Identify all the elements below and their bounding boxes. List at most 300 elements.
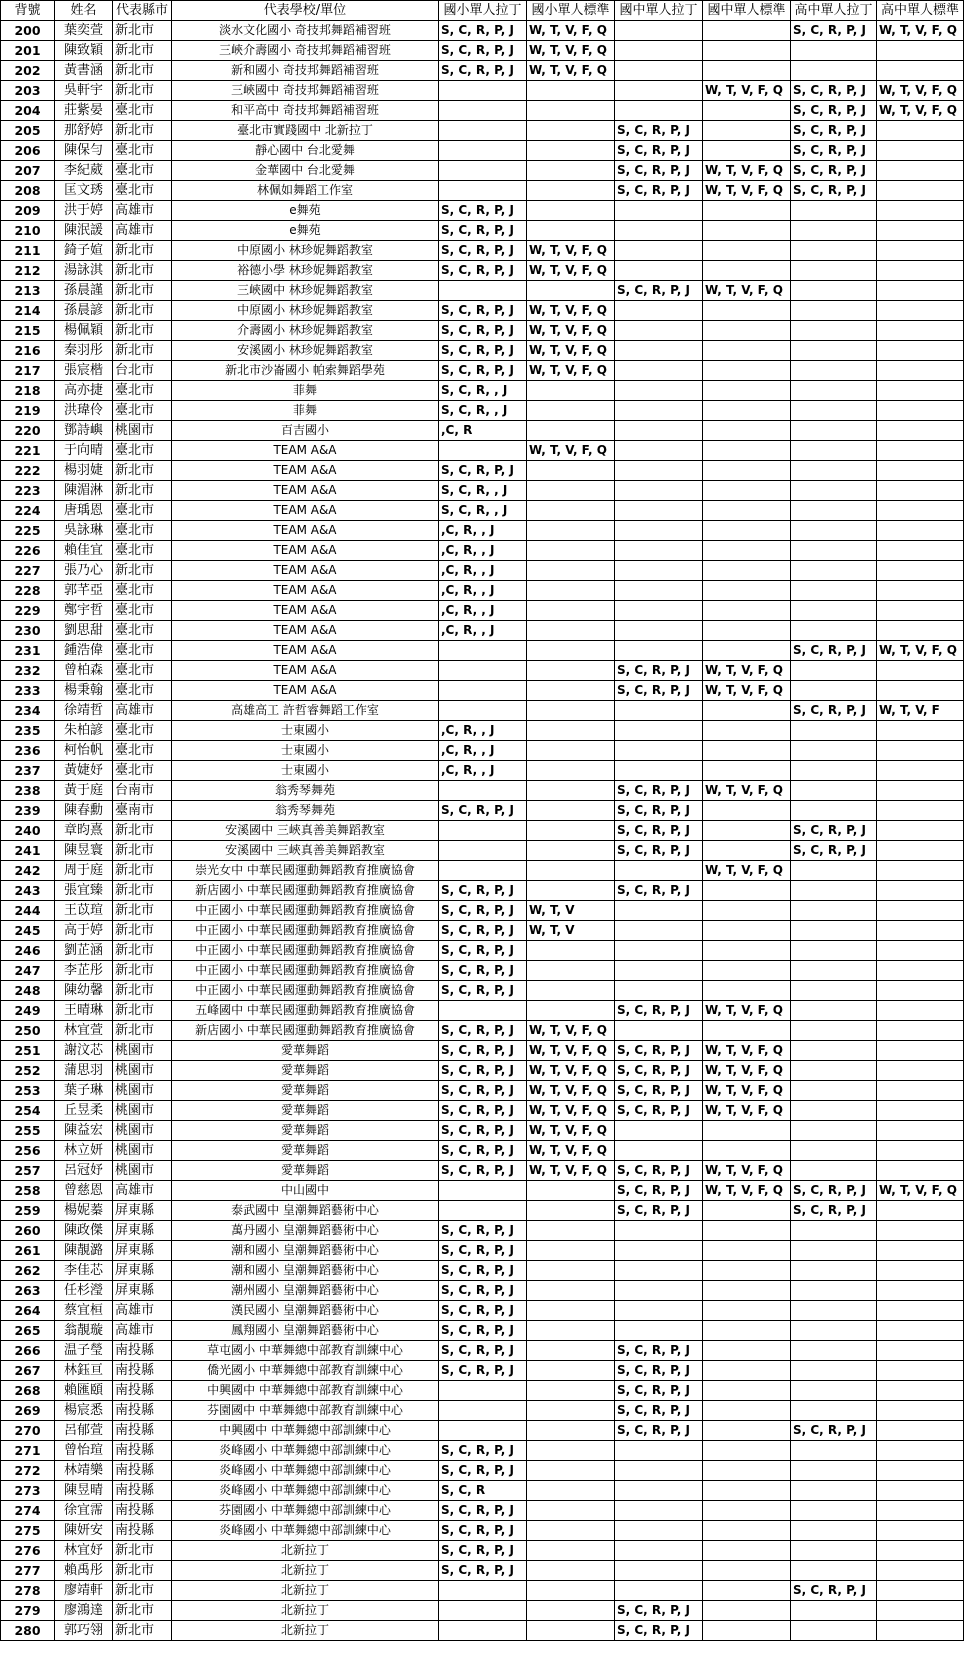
cell-name: 李芷彤 bbox=[55, 961, 113, 981]
cell-city: 桃園市 bbox=[113, 1041, 172, 1061]
cell-number: 276 bbox=[1, 1541, 55, 1561]
cell-junior-latin bbox=[615, 1521, 703, 1541]
cell-name: 曾柏森 bbox=[55, 661, 113, 681]
cell-senior-standard bbox=[877, 681, 964, 701]
cell-elementary-standard bbox=[527, 1441, 615, 1461]
cell-senior-latin bbox=[791, 1361, 877, 1381]
cell-junior-latin bbox=[615, 421, 703, 441]
cell-school: 潮和國小 皇潮舞蹈藝術中心 bbox=[172, 1241, 439, 1261]
cell-number: 206 bbox=[1, 141, 55, 161]
cell-senior-latin bbox=[791, 481, 877, 501]
cell-school: e舞苑 bbox=[172, 221, 439, 241]
table-row bbox=[1, 1541, 964, 1561]
cell-number: 267 bbox=[1, 1361, 55, 1381]
cell-city: 南投縣 bbox=[113, 1361, 172, 1381]
cell-city: 新北市 bbox=[113, 61, 172, 81]
cell-junior-latin: S, C, R, P, J bbox=[615, 121, 703, 141]
cell-number: 203 bbox=[1, 81, 55, 101]
cell-junior-latin bbox=[615, 381, 703, 401]
cell-number: 247 bbox=[1, 961, 55, 981]
cell-school: 僑光國小 中華舞總中部教育訓練中心 bbox=[172, 1361, 439, 1381]
cell-city: 南投縣 bbox=[113, 1341, 172, 1361]
cell-name: 高于婷 bbox=[55, 921, 113, 941]
cell-senior-standard: W, T, V, F, Q bbox=[877, 1181, 964, 1201]
cell-name: 王苡瑄 bbox=[55, 901, 113, 921]
cell-elementary-latin: ,C, R, , J bbox=[439, 581, 527, 601]
cell-senior-latin bbox=[791, 581, 877, 601]
cell-junior-latin bbox=[615, 641, 703, 661]
cell-city: 新北市 bbox=[113, 121, 172, 141]
cell-junior-latin bbox=[615, 481, 703, 501]
cell-school: 中原國小 林珍妮舞蹈教室 bbox=[172, 301, 439, 321]
cell-elementary-standard: W, T, V, F, Q bbox=[527, 1021, 615, 1041]
cell-elementary-latin: ,C, R, , J bbox=[439, 561, 527, 581]
table-row bbox=[1, 981, 964, 1001]
cell-number: 225 bbox=[1, 521, 55, 541]
table-row bbox=[1, 861, 964, 881]
cell-junior-standard bbox=[703, 1421, 791, 1441]
cell-school: 鳳翔國小 皇潮舞蹈藝術中心 bbox=[172, 1321, 439, 1341]
cell-elementary-latin: S, C, R, , J bbox=[439, 401, 527, 421]
cell-school: 高雄高工 許哲睿舞蹈工作室 bbox=[172, 701, 439, 721]
table-row bbox=[1, 681, 964, 701]
cell-senior-latin: S, C, R, P, J bbox=[791, 821, 877, 841]
cell-elementary-latin bbox=[439, 1201, 527, 1221]
cell-name: 徐宜霈 bbox=[55, 1501, 113, 1521]
cell-city: 新北市 bbox=[113, 1621, 172, 1641]
cell-name: 丘昱柔 bbox=[55, 1101, 113, 1121]
cell-elementary-standard bbox=[527, 981, 615, 1001]
cell-name: 呂冠妤 bbox=[55, 1161, 113, 1181]
cell-school: 中正國小 中華民國運動舞蹈教育推廣協會 bbox=[172, 961, 439, 981]
cell-number: 202 bbox=[1, 61, 55, 81]
column-header-name: 姓名 bbox=[55, 1, 113, 21]
cell-elementary-latin: ,C, R, , J bbox=[439, 721, 527, 741]
table-row bbox=[1, 401, 964, 421]
cell-elementary-standard bbox=[527, 1601, 615, 1621]
table-row bbox=[1, 1121, 964, 1141]
cell-senior-latin bbox=[791, 61, 877, 81]
cell-senior-standard bbox=[877, 981, 964, 1001]
cell-junior-latin bbox=[615, 561, 703, 581]
table-row bbox=[1, 281, 964, 301]
cell-number: 209 bbox=[1, 201, 55, 221]
cell-number: 231 bbox=[1, 641, 55, 661]
column-header-number: 背號 bbox=[1, 1, 55, 21]
cell-elementary-standard bbox=[527, 381, 615, 401]
cell-junior-latin bbox=[615, 201, 703, 221]
cell-school: 北新拉丁 bbox=[172, 1621, 439, 1641]
cell-elementary-standard bbox=[527, 681, 615, 701]
cell-elementary-latin: S, C, R, P, J bbox=[439, 261, 527, 281]
cell-senior-standard bbox=[877, 401, 964, 421]
cell-city: 臺北市 bbox=[113, 641, 172, 661]
cell-junior-latin bbox=[615, 221, 703, 241]
cell-number: 272 bbox=[1, 1461, 55, 1481]
cell-name: 温子瑩 bbox=[55, 1341, 113, 1361]
cell-name: 孫晨謹 bbox=[55, 281, 113, 301]
cell-name: 蔡宜桓 bbox=[55, 1301, 113, 1321]
cell-senior-latin bbox=[791, 41, 877, 61]
cell-number: 233 bbox=[1, 681, 55, 701]
cell-school: TEAM A&A bbox=[172, 561, 439, 581]
cell-junior-standard bbox=[703, 21, 791, 41]
cell-elementary-latin: S, C, R, P, J bbox=[439, 1441, 527, 1461]
cell-senior-standard bbox=[877, 1561, 964, 1581]
cell-school: 泰武國中 皇潮舞蹈藝術中心 bbox=[172, 1201, 439, 1221]
cell-number: 273 bbox=[1, 1481, 55, 1501]
cell-junior-standard bbox=[703, 1141, 791, 1161]
table-row bbox=[1, 1521, 964, 1541]
cell-city: 桃園市 bbox=[113, 1081, 172, 1101]
table-row bbox=[1, 501, 964, 521]
cell-junior-standard bbox=[703, 501, 791, 521]
table-row bbox=[1, 921, 964, 941]
cell-junior-latin bbox=[615, 1121, 703, 1141]
cell-school: 潮州國小 皇潮舞蹈藝術中心 bbox=[172, 1281, 439, 1301]
cell-city: 臺北市 bbox=[113, 741, 172, 761]
cell-name: 劉思甜 bbox=[55, 621, 113, 641]
cell-senior-latin bbox=[791, 541, 877, 561]
cell-junior-latin bbox=[615, 321, 703, 341]
cell-elementary-standard bbox=[527, 541, 615, 561]
cell-junior-latin bbox=[615, 461, 703, 481]
cell-junior-standard bbox=[703, 761, 791, 781]
cell-senior-standard bbox=[877, 821, 964, 841]
cell-elementary-standard bbox=[527, 761, 615, 781]
cell-senior-standard bbox=[877, 441, 964, 461]
cell-school: 草屯國小 中華舞總中部教育訓練中心 bbox=[172, 1341, 439, 1361]
column-header-elementary-latin: 國小單人拉丁 bbox=[439, 1, 527, 21]
cell-number: 207 bbox=[1, 161, 55, 181]
cell-senior-latin bbox=[791, 1161, 877, 1181]
cell-city: 屏東縣 bbox=[113, 1221, 172, 1241]
cell-elementary-latin: S, C, R, P, J bbox=[439, 921, 527, 941]
cell-name: 高亦捷 bbox=[55, 381, 113, 401]
cell-number: 200 bbox=[1, 21, 55, 41]
cell-junior-standard bbox=[703, 881, 791, 901]
cell-city: 臺北市 bbox=[113, 581, 172, 601]
cell-elementary-latin: S, C, R, P, J bbox=[439, 241, 527, 261]
cell-senior-standard bbox=[877, 661, 964, 681]
cell-senior-latin bbox=[791, 601, 877, 621]
cell-junior-latin bbox=[615, 1581, 703, 1601]
cell-junior-latin: S, C, R, P, J bbox=[615, 1101, 703, 1121]
cell-junior-standard bbox=[703, 381, 791, 401]
cell-senior-standard bbox=[877, 1321, 964, 1341]
cell-elementary-standard bbox=[527, 1181, 615, 1201]
cell-elementary-latin: ,C, R bbox=[439, 421, 527, 441]
cell-senior-standard bbox=[877, 361, 964, 381]
cell-junior-standard bbox=[703, 1621, 791, 1641]
cell-elementary-latin bbox=[439, 121, 527, 141]
cell-junior-standard bbox=[703, 1201, 791, 1221]
table-row bbox=[1, 1141, 964, 1161]
cell-junior-latin bbox=[615, 1321, 703, 1341]
cell-elementary-standard bbox=[527, 461, 615, 481]
cell-elementary-standard bbox=[527, 1501, 615, 1521]
cell-junior-latin bbox=[615, 1261, 703, 1281]
cell-elementary-latin: S, C, R, P, J bbox=[439, 1461, 527, 1481]
cell-elementary-latin: S, C, R, P, J bbox=[439, 61, 527, 81]
column-header-senior-latin: 高中單人拉丁 bbox=[791, 1, 877, 21]
cell-junior-latin bbox=[615, 861, 703, 881]
cell-elementary-latin: S, C, R, P, J bbox=[439, 1061, 527, 1081]
cell-city: 南投縣 bbox=[113, 1441, 172, 1461]
cell-senior-latin bbox=[791, 401, 877, 421]
cell-elementary-standard: W, T, V, F, Q bbox=[527, 1041, 615, 1061]
cell-elementary-standard bbox=[527, 601, 615, 621]
cell-senior-latin bbox=[791, 1621, 877, 1641]
table-row bbox=[1, 1621, 964, 1641]
cell-name: 楊妮蓁 bbox=[55, 1201, 113, 1221]
cell-school: TEAM A&A bbox=[172, 481, 439, 501]
table-row bbox=[1, 1221, 964, 1241]
cell-number: 230 bbox=[1, 621, 55, 641]
cell-junior-latin: S, C, R, P, J bbox=[615, 1421, 703, 1441]
cell-senior-standard bbox=[877, 1601, 964, 1621]
cell-number: 204 bbox=[1, 101, 55, 121]
table-row bbox=[1, 701, 964, 721]
cell-school: 中興國中 中華舞總中部教育訓練中心 bbox=[172, 1381, 439, 1401]
cell-junior-latin bbox=[615, 341, 703, 361]
cell-elementary-standard bbox=[527, 1621, 615, 1641]
table-row bbox=[1, 761, 964, 781]
table-row bbox=[1, 1081, 964, 1101]
cell-number: 237 bbox=[1, 761, 55, 781]
cell-junior-latin bbox=[615, 901, 703, 921]
cell-elementary-standard bbox=[527, 1221, 615, 1241]
cell-junior-standard bbox=[703, 561, 791, 581]
cell-city: 臺南市 bbox=[113, 801, 172, 821]
cell-elementary-standard bbox=[527, 941, 615, 961]
cell-name: 林靖樂 bbox=[55, 1461, 113, 1481]
table-row bbox=[1, 241, 964, 261]
cell-junior-latin bbox=[615, 741, 703, 761]
cell-elementary-latin: S, C, R, P, J bbox=[439, 1081, 527, 1101]
cell-school: 淡水文化國小 奇技邦舞蹈補習班 bbox=[172, 21, 439, 41]
cell-senior-latin: S, C, R, P, J bbox=[791, 81, 877, 101]
cell-elementary-latin: S, C, R, P, J bbox=[439, 1541, 527, 1561]
cell-elementary-standard bbox=[527, 521, 615, 541]
cell-name: 孫晨諺 bbox=[55, 301, 113, 321]
cell-elementary-standard bbox=[527, 721, 615, 741]
cell-city: 新北市 bbox=[113, 461, 172, 481]
cell-junior-standard bbox=[703, 341, 791, 361]
cell-name: 蒲思羽 bbox=[55, 1061, 113, 1081]
column-header-school: 代表學校/單位 bbox=[172, 1, 439, 21]
cell-junior-standard bbox=[703, 221, 791, 241]
cell-elementary-standard bbox=[527, 1321, 615, 1341]
cell-city: 臺北市 bbox=[113, 681, 172, 701]
cell-elementary-latin: S, C, R, P, J bbox=[439, 1161, 527, 1181]
cell-elementary-latin bbox=[439, 661, 527, 681]
cell-junior-latin: S, C, R, P, J bbox=[615, 1081, 703, 1101]
cell-number: 235 bbox=[1, 721, 55, 741]
cell-name: 吳詠琳 bbox=[55, 521, 113, 541]
cell-name: 張乃心 bbox=[55, 561, 113, 581]
cell-city: 桃園市 bbox=[113, 421, 172, 441]
table-row bbox=[1, 561, 964, 581]
cell-name: 呂郁萱 bbox=[55, 1421, 113, 1441]
column-header-senior-standard: 高中單人標準 bbox=[877, 1, 964, 21]
cell-elementary-standard bbox=[527, 821, 615, 841]
cell-junior-latin bbox=[615, 61, 703, 81]
cell-city: 新北市 bbox=[113, 981, 172, 1001]
cell-elementary-latin: S, C, R, P, J bbox=[439, 961, 527, 981]
cell-name: 章昀熹 bbox=[55, 821, 113, 841]
cell-city: 桃園市 bbox=[113, 1101, 172, 1121]
cell-number: 279 bbox=[1, 1601, 55, 1621]
cell-senior-latin bbox=[791, 961, 877, 981]
cell-junior-standard bbox=[703, 1241, 791, 1261]
cell-senior-latin bbox=[791, 221, 877, 241]
cell-number: 219 bbox=[1, 401, 55, 421]
cell-junior-latin bbox=[615, 981, 703, 1001]
cell-senior-latin: S, C, R, P, J bbox=[791, 101, 877, 121]
table-row bbox=[1, 1181, 964, 1201]
cell-senior-standard bbox=[877, 1361, 964, 1381]
cell-name: 鄧詩嶼 bbox=[55, 421, 113, 441]
cell-junior-latin bbox=[615, 1021, 703, 1041]
cell-junior-latin bbox=[615, 1541, 703, 1561]
cell-elementary-standard bbox=[527, 1261, 615, 1281]
cell-junior-latin bbox=[615, 361, 703, 381]
table-row bbox=[1, 201, 964, 221]
cell-junior-standard bbox=[703, 261, 791, 281]
cell-senior-standard bbox=[877, 61, 964, 81]
cell-number: 224 bbox=[1, 501, 55, 521]
cell-elementary-latin bbox=[439, 1421, 527, 1441]
cell-school: 愛華舞蹈 bbox=[172, 1061, 439, 1081]
cell-city: 台南市 bbox=[113, 781, 172, 801]
cell-elementary-latin: S, C, R, P, J bbox=[439, 1041, 527, 1061]
cell-school: 安溪國中 三峽真善美舞蹈教室 bbox=[172, 841, 439, 861]
cell-number: 229 bbox=[1, 601, 55, 621]
cell-junior-latin: S, C, R, P, J bbox=[615, 1401, 703, 1421]
cell-number: 210 bbox=[1, 221, 55, 241]
cell-junior-standard bbox=[703, 1381, 791, 1401]
cell-junior-standard bbox=[703, 1361, 791, 1381]
cell-name: 錡子媗 bbox=[55, 241, 113, 261]
cell-senior-standard bbox=[877, 481, 964, 501]
cell-senior-latin bbox=[791, 1481, 877, 1501]
cell-junior-standard bbox=[703, 1461, 791, 1481]
cell-elementary-latin bbox=[439, 441, 527, 461]
cell-elementary-standard bbox=[527, 101, 615, 121]
cell-senior-latin bbox=[791, 1041, 877, 1061]
cell-senior-latin bbox=[791, 1241, 877, 1261]
cell-junior-latin bbox=[615, 501, 703, 521]
cell-senior-standard bbox=[877, 541, 964, 561]
table-row bbox=[1, 1201, 964, 1221]
cell-junior-standard bbox=[703, 301, 791, 321]
cell-elementary-standard bbox=[527, 161, 615, 181]
cell-school: 萬丹國小 皇潮舞蹈藝術中心 bbox=[172, 1221, 439, 1241]
cell-city: 臺北市 bbox=[113, 401, 172, 421]
cell-junior-latin bbox=[615, 581, 703, 601]
cell-junior-standard bbox=[703, 701, 791, 721]
cell-junior-latin: S, C, R, P, J bbox=[615, 281, 703, 301]
cell-elementary-latin: S, C, R, P, J bbox=[439, 301, 527, 321]
cell-number: 243 bbox=[1, 881, 55, 901]
cell-senior-latin bbox=[791, 1301, 877, 1321]
cell-elementary-latin: S, C, R, P, J bbox=[439, 1561, 527, 1581]
cell-senior-latin bbox=[791, 261, 877, 281]
cell-city: 新北市 bbox=[113, 901, 172, 921]
cell-elementary-standard: W, T, V bbox=[527, 921, 615, 941]
table-row bbox=[1, 121, 964, 141]
cell-senior-latin bbox=[791, 741, 877, 761]
cell-school: 北新拉丁 bbox=[172, 1581, 439, 1601]
cell-elementary-latin: S, C, R, P, J bbox=[439, 221, 527, 241]
cell-junior-latin bbox=[615, 941, 703, 961]
table-row bbox=[1, 1581, 964, 1601]
cell-junior-standard bbox=[703, 201, 791, 221]
cell-elementary-latin: ,C, R, , J bbox=[439, 761, 527, 781]
cell-senior-latin bbox=[791, 201, 877, 221]
cell-city: 屏東縣 bbox=[113, 1201, 172, 1221]
cell-senior-latin bbox=[791, 1501, 877, 1521]
cell-elementary-standard bbox=[527, 1461, 615, 1481]
cell-elementary-standard: W, T, V, F, Q bbox=[527, 261, 615, 281]
cell-elementary-latin: S, C, R, P, J bbox=[439, 321, 527, 341]
cell-senior-standard bbox=[877, 1201, 964, 1221]
cell-school: 新店國小 中華民國運動舞蹈教育推廣協會 bbox=[172, 1021, 439, 1041]
cell-senior-latin bbox=[791, 241, 877, 261]
cell-city: 新北市 bbox=[113, 941, 172, 961]
cell-junior-latin bbox=[615, 541, 703, 561]
cell-elementary-latin bbox=[439, 81, 527, 101]
cell-number: 221 bbox=[1, 441, 55, 461]
cell-elementary-standard bbox=[527, 1241, 615, 1261]
cell-senior-standard bbox=[877, 1301, 964, 1321]
cell-school: TEAM A&A bbox=[172, 601, 439, 621]
cell-elementary-latin bbox=[439, 641, 527, 661]
cell-senior-latin bbox=[791, 281, 877, 301]
cell-junior-latin bbox=[615, 1501, 703, 1521]
cell-number: 212 bbox=[1, 261, 55, 281]
cell-senior-standard bbox=[877, 1121, 964, 1141]
cell-name: 陳湄淋 bbox=[55, 481, 113, 501]
cell-city: 新北市 bbox=[113, 1021, 172, 1041]
cell-school: 五峰國中 中華民國運動舞蹈教育推廣協會 bbox=[172, 1001, 439, 1021]
cell-senior-standard bbox=[877, 1381, 964, 1401]
cell-name: 陳政傑 bbox=[55, 1221, 113, 1241]
cell-name: 張宸楷 bbox=[55, 361, 113, 381]
table-row bbox=[1, 881, 964, 901]
cell-junior-standard bbox=[703, 1281, 791, 1301]
cell-elementary-standard: W, T, V, F, Q bbox=[527, 1161, 615, 1181]
cell-junior-standard bbox=[703, 741, 791, 761]
cell-number: 250 bbox=[1, 1021, 55, 1041]
table-row bbox=[1, 1481, 964, 1501]
cell-elementary-latin: S, C, R, P, J bbox=[439, 1321, 527, 1341]
table-row bbox=[1, 901, 964, 921]
cell-senior-standard bbox=[877, 1261, 964, 1281]
cell-elementary-latin: S, C, R, P, J bbox=[439, 1141, 527, 1161]
cell-senior-standard bbox=[877, 121, 964, 141]
cell-school: 中正國小 中華民國運動舞蹈教育推廣協會 bbox=[172, 941, 439, 961]
cell-city: 南投縣 bbox=[113, 1501, 172, 1521]
cell-junior-latin bbox=[615, 1481, 703, 1501]
cell-junior-standard bbox=[703, 1581, 791, 1601]
cell-junior-latin bbox=[615, 701, 703, 721]
cell-senior-standard bbox=[877, 781, 964, 801]
cell-elementary-latin: S, C, R, P, J bbox=[439, 1221, 527, 1241]
cell-junior-standard: W, T, V, F, Q bbox=[703, 281, 791, 301]
cell-elementary-latin: S, C, R, , J bbox=[439, 501, 527, 521]
